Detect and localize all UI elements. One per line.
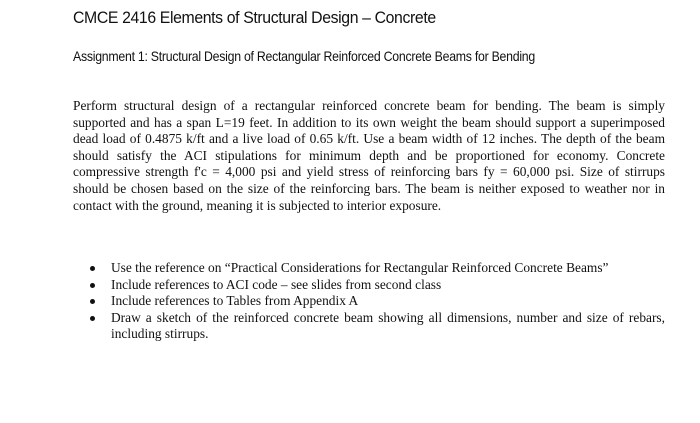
problem-statement-paragraph: Perform structural design of a rectangular reinforced concrete beam for bending. The beam is simply supported and has a span L=19 feet. In addition to its own weight the beam should support a superimposed dead load of 0.4875 k/ft and a live load of 0.65 k/ft. Use a beam width of 12 inches. The depth of the beam should satisfy the ACI stipulations for minimum depth and be proportioned for economy. Concrete compressive strength f'c = 4,000 psi and yield stress of reinforcing bars fy = 60,000 psi. Size of stirrups should be chosen based on the size of the reinforcing bars. The beam is neither exposed to weather nor in contact with the ground, meaning it is subjected to interior exposure. <box>73 98 665 213</box>
requirements-list <box>73 260 665 343</box>
bullet-icon <box>90 316 95 321</box>
bullet-icon <box>90 299 95 304</box>
list-item <box>73 293 665 310</box>
list-item-text: Use the reference on “Practical Considerations for Rectangular Reinforced Concrete Beams” <box>111 260 609 275</box>
list-item-text: Include references to ACI code – see slides from second class <box>111 276 442 292</box>
list-item <box>73 310 665 343</box>
assignment-title: Assignment 1: Structural Design of Rectangular Reinforced Concrete Beams for Bending <box>73 48 535 64</box>
bullet-icon <box>90 283 95 288</box>
list-item-text: Include references to Tables from Appendix A <box>111 293 359 309</box>
bullet-icon <box>90 266 95 271</box>
list-item-text: Draw a sketch of the reinforced concrete beam showing all dimensions, number and size of rebars, including stirrups. <box>111 309 665 342</box>
list-item <box>73 260 665 277</box>
list-item <box>73 277 665 294</box>
course-title: CMCE 2416 Elements of Structural Design – Concrete <box>73 8 436 27</box>
